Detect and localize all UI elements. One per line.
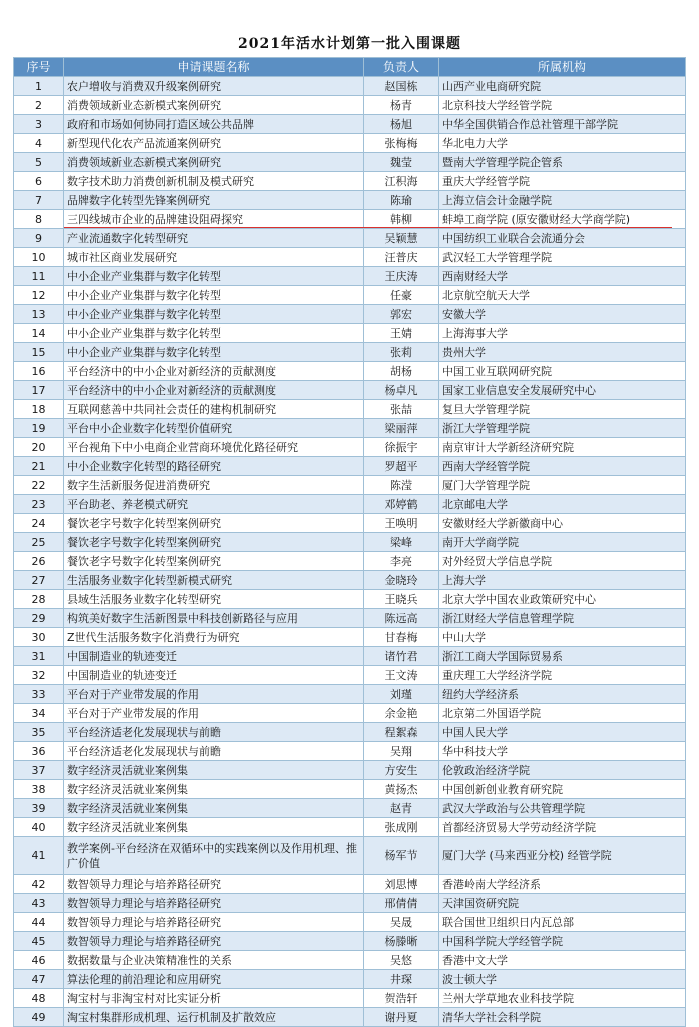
project-owner: 陈瑜 [364, 191, 439, 210]
project-title: 构筑美好数字生活新图景中科技创新路径与应用 [64, 609, 364, 628]
project-owner: 陈远高 [364, 609, 439, 628]
row-number: 44 [14, 913, 64, 932]
project-institution: 南京审计大学新经济研究院 [439, 438, 686, 457]
table-row [14, 343, 686, 362]
table-row [14, 970, 686, 989]
row-number: 2 [14, 96, 64, 115]
project-title: 平台对于产业带发展的作用 [64, 685, 364, 704]
project-owner: 江积海 [364, 172, 439, 191]
row-number: 7 [14, 191, 64, 210]
table-row [14, 191, 686, 210]
project-owner: 诸竹君 [364, 647, 439, 666]
project-title: 数字经济灵活就业案例集 [64, 818, 364, 837]
project-title: 教学案例-平台经济在双循环中的实践案例以及作用机理、推广价值 [64, 837, 364, 875]
project-institution: 武汉轻工大学管理学院 [439, 248, 686, 267]
table-header-row [14, 58, 686, 77]
project-title: 中小企业产业集群与数字化转型 [64, 324, 364, 343]
row-number: 46 [14, 951, 64, 970]
project-owner: 井琛 [364, 970, 439, 989]
project-owner: 李亮 [364, 552, 439, 571]
row-number: 4 [14, 134, 64, 153]
project-title: 生活服务业数字化转型新模式研究 [64, 571, 364, 590]
project-owner: 方安生 [364, 761, 439, 780]
row-number: 27 [14, 571, 64, 590]
project-owner: 杨卓凡 [364, 381, 439, 400]
project-institution: 安徽财经大学新徽商中心 [439, 514, 686, 533]
row-number: 17 [14, 381, 64, 400]
row-number: 49 [14, 1008, 64, 1027]
table-row [14, 210, 686, 229]
table-row [14, 609, 686, 628]
project-owner: 梁峰 [364, 533, 439, 552]
header-title: 申请课题名称 [64, 58, 364, 77]
row-number: 32 [14, 666, 64, 685]
project-owner: 任豪 [364, 286, 439, 305]
table-body [14, 77, 686, 1027]
project-title: 淘宝村与非淘宝村对比实证分析 [64, 989, 364, 1008]
row-number: 5 [14, 153, 64, 172]
project-owner: 徐振宇 [364, 438, 439, 457]
row-number: 11 [14, 267, 64, 286]
project-owner: 梁丽萍 [364, 419, 439, 438]
table-row [14, 172, 686, 191]
row-number: 43 [14, 894, 64, 913]
project-title: 数智领导力理论与培养路径研究 [64, 894, 364, 913]
project-owner: 吴颖慧 [364, 229, 439, 248]
row-number: 30 [14, 628, 64, 647]
project-institution: 兰州大学草地农业科技学院 [439, 989, 686, 1008]
project-owner: 杨旭 [364, 115, 439, 134]
row-number: 14 [14, 324, 64, 343]
project-institution: 中国人民大学 [439, 723, 686, 742]
table-row [14, 571, 686, 590]
project-owner: 刘瑾 [364, 685, 439, 704]
table-row [14, 248, 686, 267]
project-institution: 贵州大学 [439, 343, 686, 362]
project-owner: 罗超平 [364, 457, 439, 476]
row-number: 31 [14, 647, 64, 666]
table-row [14, 457, 686, 476]
table-row [14, 400, 686, 419]
project-owner: 赵国栋 [364, 77, 439, 96]
document-title: 2021年活水计划第一批入围课题 [238, 36, 461, 52]
table-row [14, 989, 686, 1008]
project-title: 平台助老、养老模式研究 [64, 495, 364, 514]
table-row [14, 324, 686, 343]
project-title: 数字技术助力消费创新机制及模式研究 [64, 172, 364, 191]
table-row [14, 723, 686, 742]
project-institution: 华中科技大学 [439, 742, 686, 761]
row-number: 42 [14, 875, 64, 894]
row-number: 45 [14, 932, 64, 951]
row-number: 26 [14, 552, 64, 571]
project-title: 政府和市场如何协同打造区域公共品牌 [64, 115, 364, 134]
project-title: 平台经济适老化发展现状与前瞻 [64, 723, 364, 742]
project-title: 餐饮老字号数字化转型案例研究 [64, 514, 364, 533]
project-institution: 华北电力大学 [439, 134, 686, 153]
project-owner: 黄扬杰 [364, 780, 439, 799]
project-owner: 邢倩倩 [364, 894, 439, 913]
row-number: 25 [14, 533, 64, 552]
project-owner: 吴悠 [364, 951, 439, 970]
row-number: 38 [14, 780, 64, 799]
project-title: 品牌数字化转型先锋案例研究 [64, 191, 364, 210]
table-row [14, 362, 686, 381]
project-title: 中小企业产业集群与数字化转型 [64, 267, 364, 286]
project-owner: 王庆涛 [364, 267, 439, 286]
project-title: 农户增收与消费双升级案例研究 [64, 77, 364, 96]
table-row [14, 761, 686, 780]
table-row [14, 932, 686, 951]
project-title: 平台对于产业带发展的作用 [64, 704, 364, 723]
project-institution: 天津国资研究院 [439, 894, 686, 913]
table-row [14, 229, 686, 248]
project-title: 中国制造业的轨迹变迁 [64, 647, 364, 666]
table-row [14, 134, 686, 153]
project-title: 中小企业数字化转型的路径研究 [64, 457, 364, 476]
project-title: 中小企业产业集群与数字化转型 [64, 286, 364, 305]
table-row [14, 305, 686, 324]
project-institution: 复旦大学管理学院 [439, 400, 686, 419]
project-owner: 张莉 [364, 343, 439, 362]
project-owner: 甘春梅 [364, 628, 439, 647]
project-title: 平台经济中的中小企业对新经济的贡献测度 [64, 362, 364, 381]
project-institution: 清华大学社会科学院 [439, 1008, 686, 1027]
project-institution: 中国科学院大学经管学院 [439, 932, 686, 951]
table-row [14, 552, 686, 571]
row-number: 3 [14, 115, 64, 134]
project-institution: 浙江财经大学信息管理学院 [439, 609, 686, 628]
project-owner: 刘思博 [364, 875, 439, 894]
project-title: 餐饮老字号数字化转型案例研究 [64, 533, 364, 552]
project-owner: 谢丹夏 [364, 1008, 439, 1027]
row-number: 20 [14, 438, 64, 457]
project-institution: 暨南大学管理学院企管系 [439, 153, 686, 172]
project-title: 淘宝村集群形成机理、运行机制及扩散效应 [64, 1008, 364, 1027]
project-title: 平台中小企业数字化转型价值研究 [64, 419, 364, 438]
header-institution: 所属机构 [439, 58, 686, 77]
project-owner: 杨滕晰 [364, 932, 439, 951]
row-number: 34 [14, 704, 64, 723]
project-owner: 邓婷鹤 [364, 495, 439, 514]
project-institution: 北京科技大学经管学院 [439, 96, 686, 115]
project-institution: 对外经贸大学信息学院 [439, 552, 686, 571]
table-row [14, 894, 686, 913]
project-title: 中小企业产业集群与数字化转型 [64, 305, 364, 324]
row-number: 33 [14, 685, 64, 704]
table-row [14, 704, 686, 723]
project-owner: 魏莹 [364, 153, 439, 172]
project-institution: 浙江大学管理学院 [439, 419, 686, 438]
table-row [14, 77, 686, 96]
row-number: 18 [14, 400, 64, 419]
project-institution: 上海海事大学 [439, 324, 686, 343]
project-institution: 北京第二外国语学院 [439, 704, 686, 723]
project-institution: 厦门大学 (马来西亚分校) 经管学院 [439, 837, 686, 875]
project-institution: 中国工业互联网研究院 [439, 362, 686, 381]
row-number: 1 [14, 77, 64, 96]
table-row [14, 267, 686, 286]
row-number: 41 [14, 837, 64, 875]
project-institution: 重庆大学经管学院 [439, 172, 686, 191]
table-row [14, 666, 686, 685]
project-title: 中国制造业的轨迹变迁 [64, 666, 364, 685]
table-row [14, 514, 686, 533]
project-title: 消费领域新业态新模式案例研究 [64, 153, 364, 172]
project-institution: 上海大学 [439, 571, 686, 590]
project-title: 消费领域新业态新模式案例研究 [64, 96, 364, 115]
header-owner: 负责人 [364, 58, 439, 77]
table-row [14, 115, 686, 134]
table-row [14, 533, 686, 552]
row-number: 21 [14, 457, 64, 476]
project-title: 平台经济中的中小企业对新经济的贡献测度 [64, 381, 364, 400]
row-number: 6 [14, 172, 64, 191]
row-number: 37 [14, 761, 64, 780]
table-row [14, 286, 686, 305]
project-owner: 陈滢 [364, 476, 439, 495]
project-owner: 王唤明 [364, 514, 439, 533]
project-table [13, 57, 686, 1027]
project-owner: 韩柳 [364, 210, 439, 229]
row-number: 47 [14, 970, 64, 989]
project-title: 平台经济适老化发展现状与前瞻 [64, 742, 364, 761]
project-institution: 南开大学商学院 [439, 533, 686, 552]
table-row [14, 495, 686, 514]
project-owner: 金晓玲 [364, 571, 439, 590]
row-number: 10 [14, 248, 64, 267]
project-institution: 香港中文大学 [439, 951, 686, 970]
table-row [14, 153, 686, 172]
project-title: 新型现代化农产品流通案例研究 [64, 134, 364, 153]
table-row [14, 476, 686, 495]
row-number: 29 [14, 609, 64, 628]
project-institution: 中华全国供销合作总社管理干部学院 [439, 115, 686, 134]
project-institution: 中国纺织工业联合会流通分会 [439, 229, 686, 248]
project-owner: 张梅梅 [364, 134, 439, 153]
table-row [14, 913, 686, 932]
row-number: 35 [14, 723, 64, 742]
project-owner: 郭宏 [364, 305, 439, 324]
row-number: 39 [14, 799, 64, 818]
project-owner: 贺浩轩 [364, 989, 439, 1008]
project-institution: 山西产业电商研究院 [439, 77, 686, 96]
project-title: 中小企业产业集群与数字化转型 [64, 343, 364, 362]
project-institution: 西南大学经管学院 [439, 457, 686, 476]
project-title: 餐饮老字号数字化转型案例研究 [64, 552, 364, 571]
project-title: 算法伦理的前沿理论和应用研究 [64, 970, 364, 989]
row-number: 24 [14, 514, 64, 533]
table-row [14, 419, 686, 438]
table-row [14, 875, 686, 894]
project-owner: 吴晟 [364, 913, 439, 932]
row-number: 23 [14, 495, 64, 514]
row-number: 48 [14, 989, 64, 1008]
table-row [14, 780, 686, 799]
project-institution: 厦门大学管理学院 [439, 476, 686, 495]
project-title: 数智领导力理论与培养路径研究 [64, 913, 364, 932]
project-title: 城市社区商业发展研究 [64, 248, 364, 267]
project-owner: 王婧 [364, 324, 439, 343]
table-row [14, 438, 686, 457]
table-row [14, 685, 686, 704]
project-owner: 吴翔 [364, 742, 439, 761]
header-no: 序号 [14, 58, 64, 77]
project-institution: 国家工业信息安全发展研究中心 [439, 381, 686, 400]
table-row [14, 951, 686, 970]
project-title: 县域生活服务业数字化转型研究 [64, 590, 364, 609]
project-title: 互联网慈善中共同社会责任的建构机制研究 [64, 400, 364, 419]
project-owner: 余金艳 [364, 704, 439, 723]
table-row [14, 628, 686, 647]
table-row [14, 647, 686, 666]
project-institution: 西南财经大学 [439, 267, 686, 286]
project-title: 数字经济灵活就业案例集 [64, 799, 364, 818]
project-owner: 汪普庆 [364, 248, 439, 267]
row-number: 12 [14, 286, 64, 305]
row-number: 9 [14, 229, 64, 248]
project-title: 平台视角下中小电商企业营商环境优化路径研究 [64, 438, 364, 457]
row-number: 15 [14, 343, 64, 362]
table-row [14, 799, 686, 818]
project-title: 数智领导力理论与培养路径研究 [64, 875, 364, 894]
project-owner: 王晓兵 [364, 590, 439, 609]
row-number: 19 [14, 419, 64, 438]
project-institution: 安徽大学 [439, 305, 686, 324]
table-row [14, 818, 686, 837]
row-number: 13 [14, 305, 64, 324]
project-institution: 北京大学中国农业政策研究中心 [439, 590, 686, 609]
row-number: 8 [14, 210, 64, 229]
project-institution: 中山大学 [439, 628, 686, 647]
row-8-underline [64, 227, 672, 228]
project-owner: 张成刚 [364, 818, 439, 837]
project-institution: 武汉大学政治与公共管理学院 [439, 799, 686, 818]
project-institution: 首都经济贸易大学劳动经济学院 [439, 818, 686, 837]
project-institution: 香港岭南大学经济系 [439, 875, 686, 894]
row-number: 36 [14, 742, 64, 761]
row-number: 28 [14, 590, 64, 609]
table-row [14, 837, 686, 875]
project-institution: 重庆理工大学经济学院 [439, 666, 686, 685]
project-institution: 北京邮电大学 [439, 495, 686, 514]
project-institution: 纽约大学经济系 [439, 685, 686, 704]
project-owner: 赵青 [364, 799, 439, 818]
project-institution: 中国创新创业教育研究院 [439, 780, 686, 799]
project-title: Z世代生活服务数字化消费行为研究 [64, 628, 364, 647]
row-number: 22 [14, 476, 64, 495]
project-institution: 联合国世卫组织日内瓦总部 [439, 913, 686, 932]
project-title: 数智领导力理论与培养路径研究 [64, 932, 364, 951]
project-owner: 胡杨 [364, 362, 439, 381]
row-number: 40 [14, 818, 64, 837]
table-row [14, 96, 686, 115]
project-institution: 波士顿大学 [439, 970, 686, 989]
project-institution: 上海立信会计金融学院 [439, 191, 686, 210]
project-owner: 王文涛 [364, 666, 439, 685]
project-institution: 伦敦政治经济学院 [439, 761, 686, 780]
project-title: 产业流通数字化转型研究 [64, 229, 364, 248]
project-institution: 蚌埠工商学院 (原安徽财经大学商学院) [439, 210, 686, 229]
project-title: 数字经济灵活就业案例集 [64, 761, 364, 780]
project-title: 数字生活新服务促进消费研究 [64, 476, 364, 495]
project-owner: 张喆 [364, 400, 439, 419]
project-title: 数据数量与企业决策精准性的关系 [64, 951, 364, 970]
project-institution: 北京航空航天大学 [439, 286, 686, 305]
table-row [14, 590, 686, 609]
project-title: 三四线城市企业的品牌建设阻碍探究 [64, 210, 364, 229]
project-title: 数字经济灵活就业案例集 [64, 780, 364, 799]
table-row [14, 742, 686, 761]
project-owner: 杨青 [364, 96, 439, 115]
project-owner: 杨军节 [364, 837, 439, 875]
project-institution: 浙江工商大学国际贸易系 [439, 647, 686, 666]
project-owner: 程絮森 [364, 723, 439, 742]
table-row [14, 381, 686, 400]
row-number: 16 [14, 362, 64, 381]
